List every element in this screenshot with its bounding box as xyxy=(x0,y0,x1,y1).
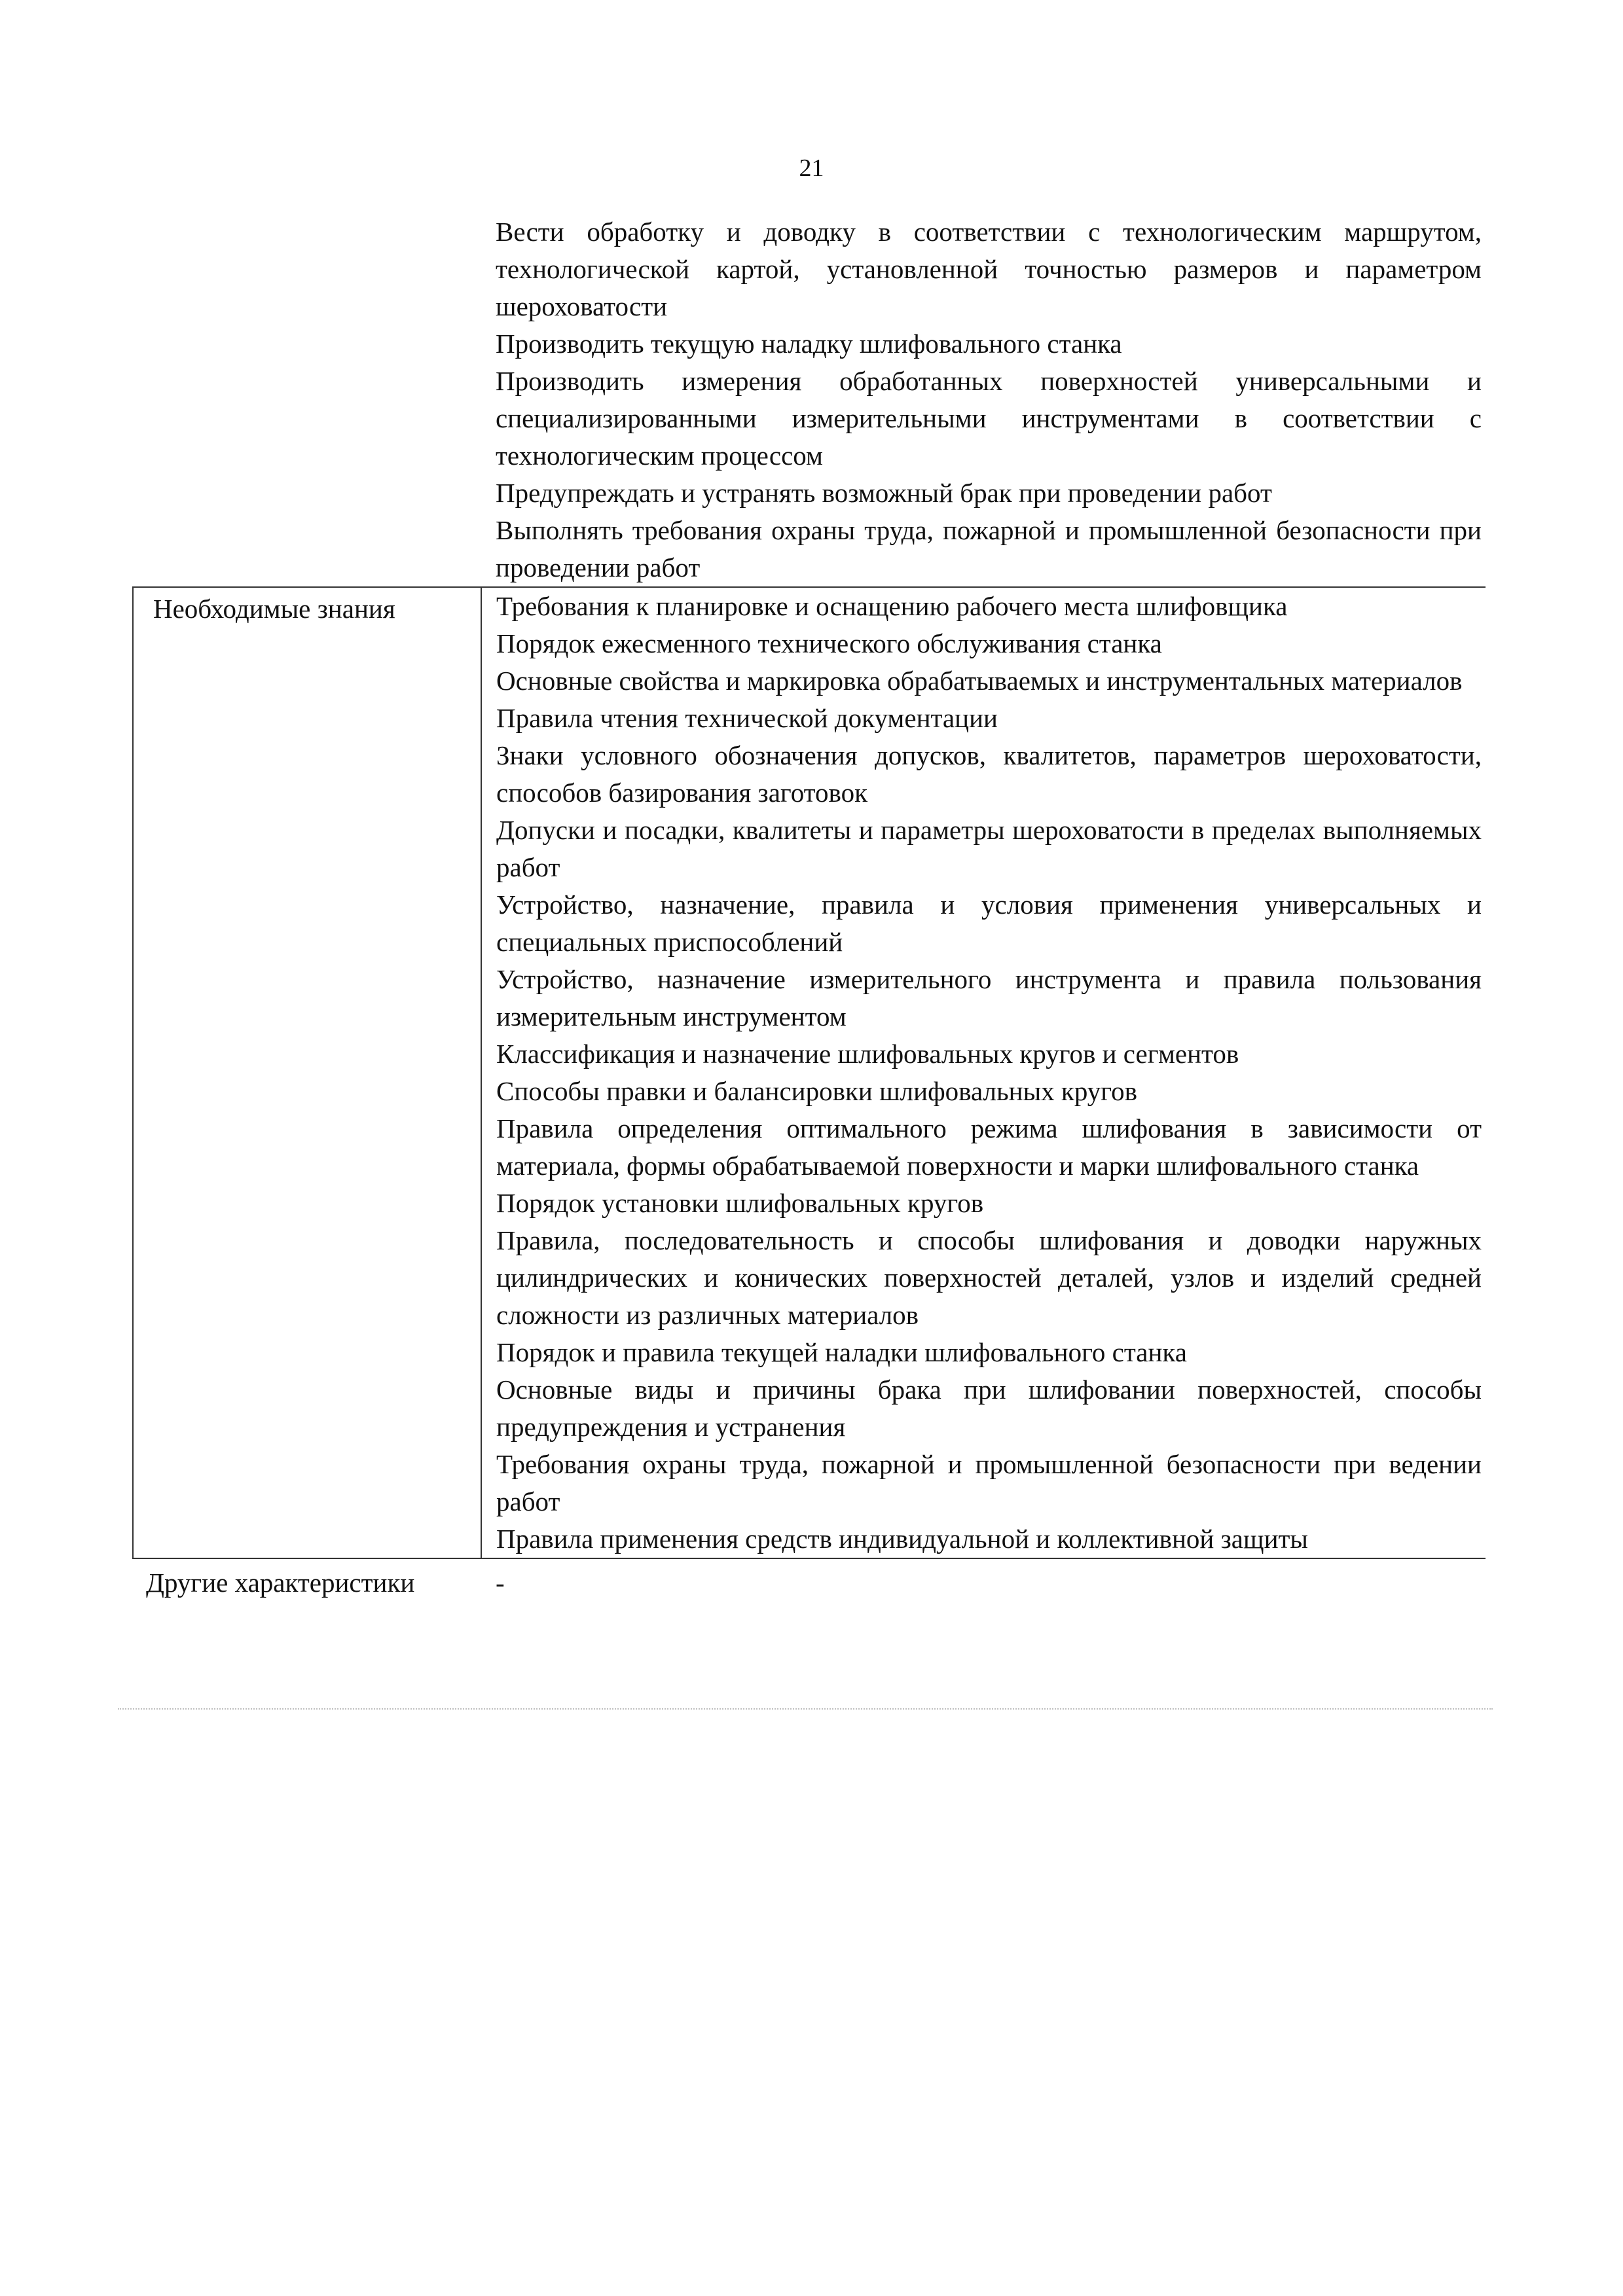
knowledge-item: Основные виды и причины брака при шлифовании поверхностей, способы предупреждения и устранения xyxy=(496,1374,1482,1442)
other-label: Другие характеристики xyxy=(146,1568,415,1598)
knowledge-item: Требования к планировке и оснащению рабочего места шлифовщика xyxy=(496,591,1288,621)
skills-label xyxy=(133,213,481,587)
knowledge-item: Порядок и правила текущей наладки шлифовального станка xyxy=(496,1337,1187,1367)
knowledge-item: Требования охраны труда, пожарной и промышленной безопасности при ведении работ xyxy=(496,1449,1482,1516)
other-value: - xyxy=(496,1568,505,1598)
qualification-table xyxy=(132,213,1486,1602)
skills-list xyxy=(481,213,1486,587)
knowledge-item: Устройство, назначение измерительного инструмента и правила пользования измерительным инструментом xyxy=(496,964,1482,1031)
knowledge-label: Необходимые знания xyxy=(133,587,481,1558)
skill-item: Производить текущую наладку шлифовального станка xyxy=(496,329,1122,359)
other-row xyxy=(133,1558,1486,1602)
skill-item: Предупреждать и устранять возможный брак при проведении работ xyxy=(496,478,1272,508)
knowledge-item: Правила применения средств индивидуальной и коллективной защиты xyxy=(496,1524,1308,1554)
knowledge-item: Порядок ежесменного технического обслуживания станка xyxy=(496,628,1162,658)
knowledge-item: Правила чтения технической документации xyxy=(496,703,998,733)
knowledge-item: Допуски и посадки, квалитеты и параметры шероховатости в пределах выполняемых работ xyxy=(496,815,1482,882)
knowledge-item: Способы правки и балансировки шлифовальных кругов xyxy=(496,1076,1137,1106)
knowledge-item: Знаки условного обозначения допусков, квалитетов, параметров шероховатости, способов базирования заготовок xyxy=(496,740,1482,808)
skill-item: Выполнять требования охраны труда, пожарной и промышленной безопасности при проведении работ xyxy=(496,515,1482,583)
knowledge-item: Правила, последовательность и способы шлифования и доводки наружных цилиндрических и конических поверхностей деталей, узлов и изделий средней сложности из различных материалов xyxy=(496,1225,1482,1330)
knowledge-item: Классификация и назначение шлифовальных кругов и сегментов xyxy=(496,1039,1239,1069)
scan-artifact-line xyxy=(118,1708,1493,1710)
skills-row xyxy=(133,213,1486,587)
page-number: 21 xyxy=(799,154,824,182)
skill-item: Производить измерения обработанных поверхностей универсальными и специализированными измерительными инструментами в соответствии с технологическим процессом xyxy=(496,366,1482,471)
knowledge-list xyxy=(481,587,1486,1558)
knowledge-item: Основные свойства и маркировка обрабатываемых и инструментальных материалов xyxy=(496,666,1463,696)
skill-item: Вести обработку и доводку в соответствии с технологическим маршрутом, технологической картой, установленной точностью размеров и параметром шероховатости xyxy=(496,217,1482,321)
knowledge-item: Устройство, назначение, правила и условия применения универсальных и специальных приспособлений xyxy=(496,889,1482,957)
knowledge-item: Правила определения оптимального режима шлифования в зависимости от материала, формы обрабатываемой поверхности и марки шлифовального станка xyxy=(496,1113,1482,1181)
knowledge-item: Порядок установки шлифовальных кругов xyxy=(496,1188,984,1218)
knowledge-row xyxy=(133,587,1486,1558)
